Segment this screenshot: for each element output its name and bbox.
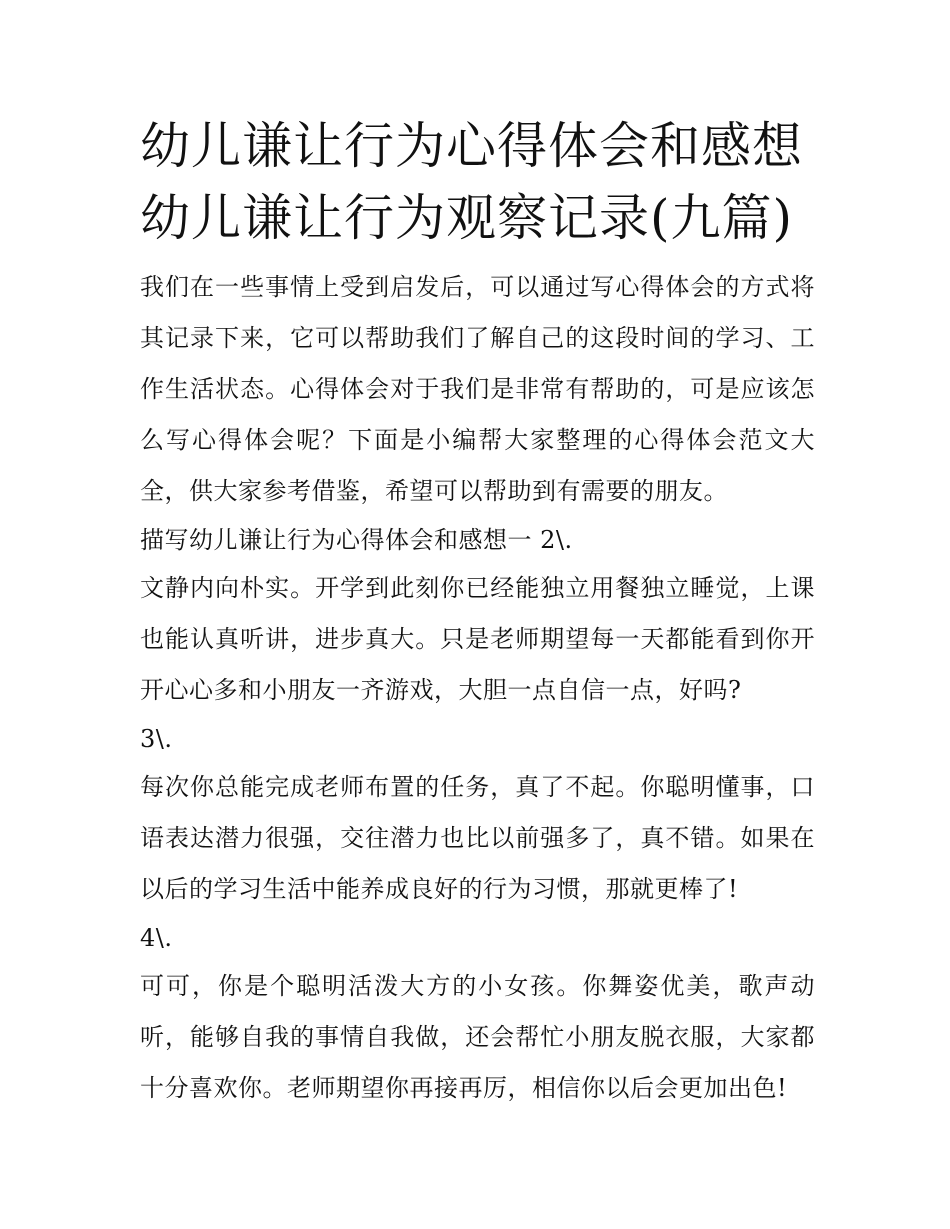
section-number-3: 3\. — [140, 725, 173, 753]
paragraph-2: 文静内向朴实。开学到此刻你已经能独立用餐独立睡觉，上课也能认真听讲，进步真大。只是老师期望每一天都能看到你开开心心多和小朋友一齐游戏，大胆一点自信一点，好吗? — [140, 574, 815, 704]
section-heading-1: 描写幼儿谦让行为心得体会和感想一 2\. — [140, 526, 573, 554]
section-number-4: 4\. — [140, 924, 173, 952]
document-body — [140, 262, 815, 1114]
paragraph-4: 可可，你是个聪明活泼大方的小女孩。你舞姿优美，歌声动听，能够自我的事情自我做，还会帮忙小朋友脱衣服，大家都十分喜欢你。老师期望你再接再厉，相信你以后会更加出色! — [140, 972, 815, 1102]
intro-paragraph: 我们在一些事情上受到启发后，可以通过写心得体会的方式将其记录下来，它可以帮助我们了解自己的这段时间的学习、工作生活状态。心得体会对于我们是非常有帮助的，可是应该怎么写心得体会呢？下面是小编帮大家整理的心得体会范文大全，供大家参考借鉴，希望可以帮助到有需要的朋友。 — [140, 273, 815, 505]
title-line-2: 幼儿谦让行为观察记录(九篇) — [140, 189, 794, 247]
paragraph-3: 每次你总能完成老师布置的任务，真了不起。你聪明懂事，口语表达潜力很强，交往潜力也比以前强多了，真不错。如果在以后的学习生活中能养成良好的行为习惯，那就更棒了! — [140, 773, 815, 903]
title-line-1: 幼儿谦让行为心得体会和感想 — [140, 117, 803, 175]
document-page — [140, 110, 815, 1114]
document-title — [140, 110, 815, 254]
